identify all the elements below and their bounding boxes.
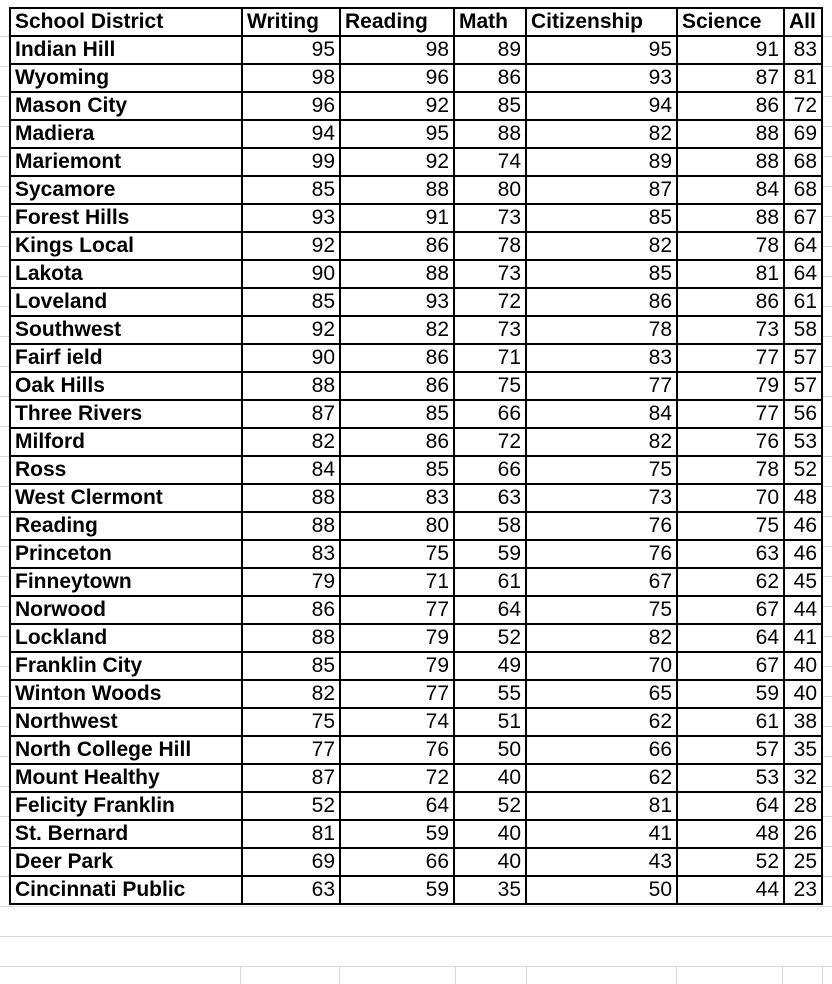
score-cell[interactable]: 86 <box>340 232 454 260</box>
score-cell[interactable]: 83 <box>242 540 340 568</box>
score-cell[interactable]: 99 <box>242 148 340 176</box>
district-name-cell[interactable]: Sycamore <box>10 176 242 204</box>
score-cell[interactable]: 85 <box>242 288 340 316</box>
score-cell[interactable]: 76 <box>677 428 784 456</box>
table-row <box>10 204 822 232</box>
score-cell[interactable]: 40 <box>454 764 526 792</box>
score-cell[interactable]: 72 <box>340 764 454 792</box>
score-cell[interactable]: 68 <box>784 176 822 204</box>
header-math[interactable]: Math <box>454 8 526 36</box>
score-cell[interactable]: 63 <box>242 876 340 904</box>
score-cell[interactable]: 85 <box>340 456 454 484</box>
score-cell[interactable]: 57 <box>784 344 822 372</box>
score-cell[interactable]: 77 <box>242 736 340 764</box>
score-cell[interactable]: 96 <box>340 64 454 92</box>
score-cell[interactable]: 91 <box>340 204 454 232</box>
score-cell[interactable]: 82 <box>526 120 677 148</box>
score-cell[interactable]: 40 <box>454 848 526 876</box>
district-name-cell[interactable]: Reading <box>10 512 242 540</box>
score-cell[interactable]: 50 <box>526 876 677 904</box>
table-row <box>10 820 822 848</box>
score-cell[interactable]: 85 <box>242 176 340 204</box>
score-cell[interactable]: 45 <box>784 568 822 596</box>
score-cell[interactable]: 73 <box>677 316 784 344</box>
score-cell[interactable]: 81 <box>784 64 822 92</box>
column-gridline <box>240 966 241 984</box>
score-cell[interactable]: 86 <box>677 288 784 316</box>
score-cell[interactable]: 88 <box>242 372 340 400</box>
score-cell[interactable]: 84 <box>526 400 677 428</box>
district-name-cell[interactable]: Milford <box>10 428 242 456</box>
table-row <box>10 372 822 400</box>
score-cell[interactable]: 69 <box>784 120 822 148</box>
table-row <box>10 64 822 92</box>
score-cell[interactable]: 43 <box>526 848 677 876</box>
score-cell[interactable]: 78 <box>677 232 784 260</box>
score-cell[interactable]: 85 <box>340 400 454 428</box>
score-cell[interactable]: 73 <box>454 316 526 344</box>
score-cell[interactable]: 82 <box>242 680 340 708</box>
score-cell[interactable]: 88 <box>340 176 454 204</box>
score-cell[interactable]: 77 <box>526 372 677 400</box>
score-cell[interactable]: 98 <box>242 64 340 92</box>
score-cell[interactable]: 40 <box>784 680 822 708</box>
score-cell[interactable]: 71 <box>454 344 526 372</box>
score-cell[interactable]: 61 <box>677 708 784 736</box>
score-cell[interactable]: 81 <box>242 820 340 848</box>
score-cell[interactable]: 50 <box>454 736 526 764</box>
district-name-cell[interactable]: Three Rivers <box>10 400 242 428</box>
score-cell[interactable]: 86 <box>340 428 454 456</box>
column-gridline <box>339 966 340 984</box>
score-cell[interactable]: 49 <box>454 652 526 680</box>
score-cell[interactable]: 75 <box>677 512 784 540</box>
score-cell[interactable]: 88 <box>242 624 340 652</box>
district-name-cell[interactable]: West Clermont <box>10 484 242 512</box>
table-row <box>10 848 822 876</box>
district-name-cell[interactable]: Oak Hills <box>10 372 242 400</box>
district-name-cell[interactable]: Norwood <box>10 596 242 624</box>
score-cell[interactable]: 64 <box>784 260 822 288</box>
table-row <box>10 484 822 512</box>
score-cell[interactable]: 90 <box>242 260 340 288</box>
score-cell[interactable]: 44 <box>677 876 784 904</box>
score-cell[interactable]: 79 <box>340 624 454 652</box>
score-cell[interactable]: 86 <box>340 344 454 372</box>
score-cell[interactable]: 64 <box>784 232 822 260</box>
score-cell[interactable]: 95 <box>340 120 454 148</box>
score-cell[interactable]: 56 <box>784 400 822 428</box>
district-name-cell[interactable]: Franklin City <box>10 652 242 680</box>
district-name-cell[interactable]: Kings Local <box>10 232 242 260</box>
score-cell[interactable]: 87 <box>242 764 340 792</box>
district-name-cell[interactable]: Southwest <box>10 316 242 344</box>
score-cell[interactable]: 75 <box>242 708 340 736</box>
table-row <box>10 876 822 904</box>
header-reading[interactable]: Reading <box>340 8 454 36</box>
score-cell[interactable]: 74 <box>454 148 526 176</box>
score-cell[interactable]: 88 <box>242 512 340 540</box>
score-cell[interactable]: 51 <box>454 708 526 736</box>
score-cell[interactable]: 73 <box>454 260 526 288</box>
score-cell[interactable]: 96 <box>242 92 340 120</box>
header-science[interactable]: Science <box>677 8 784 36</box>
table-row <box>10 428 822 456</box>
column-gridline <box>822 966 823 984</box>
score-cell[interactable]: 64 <box>340 792 454 820</box>
score-cell[interactable]: 46 <box>784 512 822 540</box>
score-cell[interactable]: 48 <box>784 484 822 512</box>
score-cell[interactable]: 72 <box>784 92 822 120</box>
score-cell[interactable]: 40 <box>454 820 526 848</box>
score-cell[interactable]: 69 <box>242 848 340 876</box>
table-row <box>10 288 822 316</box>
score-cell[interactable]: 88 <box>677 120 784 148</box>
score-cell[interactable]: 86 <box>677 92 784 120</box>
score-cell[interactable]: 66 <box>454 456 526 484</box>
score-cell[interactable]: 63 <box>454 484 526 512</box>
district-name-cell[interactable]: Mason City <box>10 92 242 120</box>
table-row <box>10 316 822 344</box>
score-cell[interactable]: 78 <box>526 316 677 344</box>
score-cell[interactable]: 40 <box>784 652 822 680</box>
score-cell[interactable]: 77 <box>340 596 454 624</box>
score-cell[interactable]: 44 <box>784 596 822 624</box>
score-cell[interactable]: 68 <box>784 148 822 176</box>
table-row <box>10 736 822 764</box>
score-cell[interactable]: 59 <box>340 876 454 904</box>
score-cell[interactable]: 67 <box>677 652 784 680</box>
score-cell[interactable]: 58 <box>454 512 526 540</box>
district-name-cell[interactable]: Loveland <box>10 288 242 316</box>
score-cell[interactable]: 70 <box>677 484 784 512</box>
score-cell[interactable]: 67 <box>784 204 822 232</box>
score-cell[interactable]: 92 <box>340 148 454 176</box>
score-cell[interactable]: 94 <box>242 120 340 148</box>
column-gridline <box>455 966 456 984</box>
table-row <box>10 400 822 428</box>
score-cell[interactable]: 61 <box>784 288 822 316</box>
score-cell[interactable]: 84 <box>677 176 784 204</box>
score-cell[interactable]: 87 <box>526 176 677 204</box>
score-cell[interactable]: 74 <box>340 708 454 736</box>
score-cell[interactable]: 23 <box>784 876 822 904</box>
score-cell[interactable]: 67 <box>677 596 784 624</box>
score-cell[interactable]: 93 <box>242 204 340 232</box>
score-cell[interactable]: 59 <box>677 680 784 708</box>
score-cell[interactable]: 63 <box>677 540 784 568</box>
table-row <box>10 176 822 204</box>
score-cell[interactable]: 86 <box>526 288 677 316</box>
score-cell[interactable]: 79 <box>677 372 784 400</box>
district-name-cell[interactable]: Felicity Franklin <box>10 792 242 820</box>
score-cell[interactable]: 61 <box>454 568 526 596</box>
score-cell[interactable]: 83 <box>784 36 822 64</box>
score-cell[interactable]: 86 <box>454 64 526 92</box>
score-cell[interactable]: 76 <box>526 540 677 568</box>
score-cell[interactable]: 81 <box>677 260 784 288</box>
score-cell[interactable]: 52 <box>454 792 526 820</box>
district-name-cell[interactable]: Forest Hills <box>10 204 242 232</box>
score-cell[interactable]: 90 <box>242 344 340 372</box>
score-cell[interactable]: 88 <box>242 484 340 512</box>
score-cell[interactable]: 87 <box>677 64 784 92</box>
table-row <box>10 540 822 568</box>
district-name-cell[interactable]: Finneytown <box>10 568 242 596</box>
score-cell[interactable]: 59 <box>340 820 454 848</box>
score-cell[interactable]: 79 <box>242 568 340 596</box>
score-cell[interactable]: 81 <box>526 792 677 820</box>
score-cell[interactable]: 80 <box>454 176 526 204</box>
score-cell[interactable]: 76 <box>340 736 454 764</box>
score-cell[interactable]: 83 <box>340 484 454 512</box>
table-row <box>10 344 822 372</box>
score-cell[interactable]: 64 <box>677 792 784 820</box>
score-cell[interactable]: 26 <box>784 820 822 848</box>
table-row <box>10 652 822 680</box>
score-cell[interactable]: 62 <box>526 764 677 792</box>
district-name-cell[interactable]: Ross <box>10 456 242 484</box>
score-cell[interactable]: 57 <box>677 736 784 764</box>
score-cell[interactable]: 72 <box>454 428 526 456</box>
score-cell[interactable]: 32 <box>784 764 822 792</box>
district-name-cell[interactable]: Princeton <box>10 540 242 568</box>
district-name-cell[interactable]: Madiera <box>10 120 242 148</box>
table-row <box>10 36 822 64</box>
header-row <box>10 8 822 36</box>
score-cell[interactable]: 62 <box>677 568 784 596</box>
district-name-cell[interactable]: St. Bernard <box>10 820 242 848</box>
score-cell[interactable]: 48 <box>677 820 784 848</box>
score-cell[interactable]: 52 <box>677 848 784 876</box>
table-row <box>10 456 822 484</box>
score-cell[interactable]: 85 <box>454 92 526 120</box>
header-school-district[interactable]: School District <box>10 8 242 36</box>
score-cell[interactable]: 75 <box>454 372 526 400</box>
score-cell[interactable]: 82 <box>340 316 454 344</box>
score-cell[interactable]: 70 <box>526 652 677 680</box>
score-cell[interactable]: 87 <box>242 400 340 428</box>
score-cell[interactable]: 59 <box>454 540 526 568</box>
score-cell[interactable]: 73 <box>454 204 526 232</box>
score-cell[interactable]: 89 <box>454 36 526 64</box>
score-cell[interactable]: 38 <box>784 708 822 736</box>
table-row <box>10 596 822 624</box>
score-cell[interactable]: 91 <box>677 36 784 64</box>
district-name-cell[interactable]: Mount Healthy <box>10 764 242 792</box>
score-cell[interactable]: 72 <box>454 288 526 316</box>
district-name-cell[interactable]: Lakota <box>10 260 242 288</box>
score-cell[interactable]: 64 <box>454 596 526 624</box>
score-cell[interactable]: 35 <box>784 736 822 764</box>
score-cell[interactable]: 66 <box>454 400 526 428</box>
column-gridline <box>526 966 527 984</box>
score-cell[interactable]: 93 <box>526 64 677 92</box>
score-cell[interactable]: 92 <box>242 232 340 260</box>
score-cell[interactable]: 95 <box>242 36 340 64</box>
score-cell[interactable]: 88 <box>677 204 784 232</box>
school-district-scores-table <box>9 7 823 905</box>
score-cell[interactable]: 67 <box>526 568 677 596</box>
score-cell[interactable]: 41 <box>784 624 822 652</box>
score-cell[interactable]: 77 <box>677 344 784 372</box>
table-row <box>10 120 822 148</box>
score-cell[interactable]: 75 <box>526 596 677 624</box>
score-cell[interactable]: 28 <box>784 792 822 820</box>
score-cell[interactable]: 83 <box>526 344 677 372</box>
score-cell[interactable]: 79 <box>340 652 454 680</box>
score-cell[interactable]: 75 <box>526 456 677 484</box>
score-cell[interactable]: 66 <box>526 736 677 764</box>
score-cell[interactable]: 93 <box>340 288 454 316</box>
score-cell[interactable]: 82 <box>526 428 677 456</box>
score-cell[interactable]: 98 <box>340 36 454 64</box>
score-cell[interactable]: 73 <box>526 484 677 512</box>
score-cell[interactable]: 71 <box>340 568 454 596</box>
score-cell[interactable]: 58 <box>784 316 822 344</box>
header-writing[interactable]: Writing <box>242 8 340 36</box>
score-cell[interactable]: 86 <box>242 596 340 624</box>
score-cell[interactable]: 78 <box>454 232 526 260</box>
score-cell[interactable]: 57 <box>784 372 822 400</box>
table-row <box>10 708 822 736</box>
district-name-cell[interactable]: Lockland <box>10 624 242 652</box>
score-cell[interactable]: 64 <box>677 624 784 652</box>
score-cell[interactable]: 92 <box>242 316 340 344</box>
score-cell[interactable]: 82 <box>526 624 677 652</box>
score-cell[interactable]: 53 <box>677 764 784 792</box>
score-cell[interactable]: 52 <box>242 792 340 820</box>
score-cell[interactable]: 82 <box>242 428 340 456</box>
district-name-cell[interactable]: Fairf ield <box>10 344 242 372</box>
score-cell[interactable]: 85 <box>526 204 677 232</box>
table-body <box>10 36 822 904</box>
score-cell[interactable]: 52 <box>454 624 526 652</box>
table-row <box>10 148 822 176</box>
score-cell[interactable]: 76 <box>526 512 677 540</box>
district-name-cell[interactable]: Winton Woods <box>10 680 242 708</box>
score-cell[interactable]: 75 <box>340 540 454 568</box>
district-name-cell[interactable]: Deer Park <box>10 848 242 876</box>
score-cell[interactable]: 25 <box>784 848 822 876</box>
score-cell[interactable]: 86 <box>340 372 454 400</box>
score-cell[interactable]: 53 <box>784 428 822 456</box>
score-cell[interactable]: 66 <box>340 848 454 876</box>
score-cell[interactable]: 41 <box>526 820 677 848</box>
header-citizenship[interactable]: Citizenship <box>526 8 677 36</box>
score-cell[interactable]: 35 <box>454 876 526 904</box>
score-cell[interactable]: 84 <box>242 456 340 484</box>
score-cell[interactable]: 95 <box>526 36 677 64</box>
district-name-cell[interactable]: Mariemont <box>10 148 242 176</box>
score-cell[interactable]: 46 <box>784 540 822 568</box>
district-name-cell[interactable]: Cincinnati Public <box>10 876 242 904</box>
score-cell[interactable]: 85 <box>526 260 677 288</box>
score-cell[interactable]: 80 <box>340 512 454 540</box>
score-cell[interactable]: 78 <box>677 456 784 484</box>
district-name-cell[interactable]: Northwest <box>10 708 242 736</box>
score-cell[interactable]: 88 <box>454 120 526 148</box>
score-cell[interactable]: 55 <box>454 680 526 708</box>
score-cell[interactable]: 82 <box>526 232 677 260</box>
table-row <box>10 512 822 540</box>
score-cell[interactable]: 62 <box>526 708 677 736</box>
score-cell[interactable]: 77 <box>340 680 454 708</box>
score-cell[interactable]: 89 <box>526 148 677 176</box>
score-cell[interactable]: 85 <box>242 652 340 680</box>
column-gridline <box>676 966 677 984</box>
district-name-cell[interactable]: Wyoming <box>10 64 242 92</box>
table-row <box>10 232 822 260</box>
score-cell[interactable]: 77 <box>677 400 784 428</box>
table-row <box>10 624 822 652</box>
table-row <box>10 260 822 288</box>
score-cell[interactable]: 52 <box>784 456 822 484</box>
table-row <box>10 568 822 596</box>
table-row <box>10 764 822 792</box>
header-all[interactable]: All <box>784 8 822 36</box>
district-name-cell[interactable]: North College Hill <box>10 736 242 764</box>
score-cell[interactable]: 65 <box>526 680 677 708</box>
score-cell[interactable]: 92 <box>340 92 454 120</box>
table-row <box>10 92 822 120</box>
table-row <box>10 792 822 820</box>
score-cell[interactable]: 88 <box>340 260 454 288</box>
column-gridline <box>782 966 783 984</box>
score-cell[interactable]: 88 <box>677 148 784 176</box>
score-cell[interactable]: 94 <box>526 92 677 120</box>
district-name-cell[interactable]: Indian Hill <box>10 36 242 64</box>
table-row <box>10 680 822 708</box>
